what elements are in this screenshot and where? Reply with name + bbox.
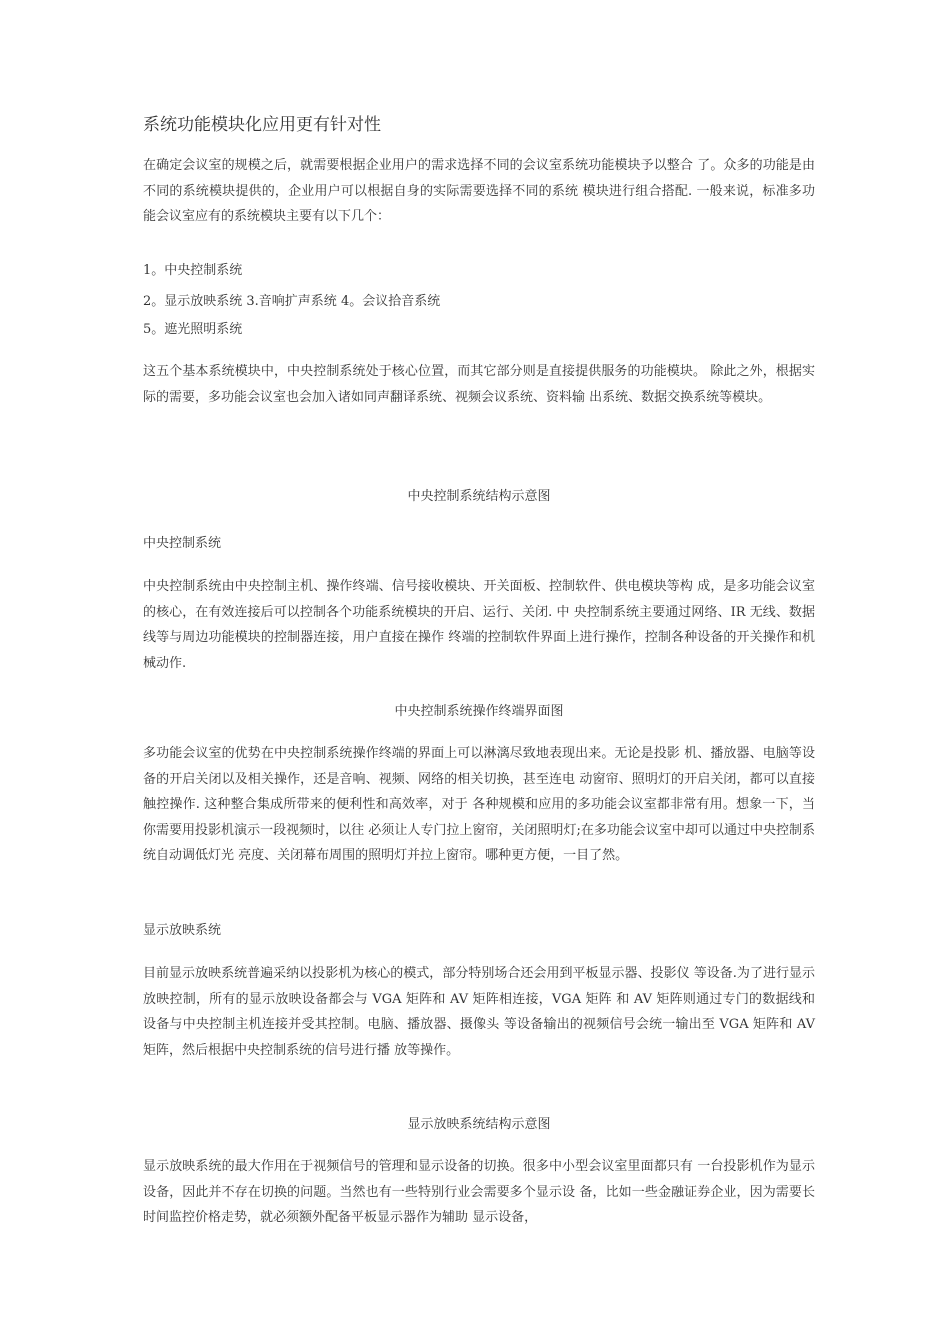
figure-caption-display-structure: 显示放映系统结构示意图: [407, 1117, 551, 1132]
section-heading-central: 中央控制系统: [143, 536, 222, 551]
display-role-paragraph: 显示放映系统的最大作用在于视频信号的管理和显示设备的切换。很多中小型会议室里面都只有 一台投影机作为显示设备，因此并不存在切换的问题。当然也有一些特别行业会需要多个显示设 备，比如一些金融证券企业，因为需要长时间监控价格走势，就必须额外配备平板显示器作为辅助 显示设备，: [143, 1159, 815, 1226]
list-item: 2。显示放映系统 3.音响扩声系统 4。会议拾音系统: [143, 294, 441, 309]
advantage-paragraph: 多功能会议室的优势在中央控制系统操作终端的界面上可以淋漓尽致地表现出来。无论是投影 机、播放器、电脑等设备的开启关闭以及相关操作，还是音响、视频、网络的相关切换，甚至连电 动窗帘、照明灯的开启关闭，都可以直接触控操作. 这种整合集成所带来的便利性和高效率，对于 各种规模和应用的多功能会议室都非常有用。想象一下，当你需要用投影机演示一段视频时，以往 必须让人专门拉上窗帘，关闭照明灯;在多功能会议室中却可以通过中央控制系统自动调低灯光 亮度、关闭幕布周围的照明灯并拉上窗帘。哪种更方便，一目了然。: [143, 746, 815, 864]
section-heading-display: 显示放映系统: [143, 923, 222, 938]
central-paragraph: 中央控制系统由中央控制主机、操作终端、信号接收模块、开关面板、控制软件、供电模块等构 成，是多功能会议室的核心，在有效连接后可以控制各个功能系统模块的开启、运行、关闭. 中 央控制系统主要通过网络、IR 无线、数据线等与周边功能模块的控制器连接，用户直接在操作 终端的控制软件界面上进行操作，控制各种设备的开关操作和机械动作.: [143, 579, 815, 671]
display-paragraph: 目前显示放映系统普遍采纳以投影机为核心的模式，部分特别场合还会用到平板显示器、投影仪 等设备.为了进行显示放映控制，所有的显示放映设备都会与 VGA 矩阵和 AV 矩阵相连接，VGA 矩阵 和 AV 矩阵则通过专门的数据线和设备与中央控制主机连接并受其控制。电脑、播放器、摄像头 等设备输出的视频信号会统一输出至 VGA 矩阵和 AV 矩阵，然后根据中央控制系统的信号进行播 放等操作。: [143, 966, 815, 1058]
figure-caption-terminal: 中央控制系统操作终端界面图: [394, 704, 564, 719]
modules-paragraph: 这五个基本系统模块中，中央控制系统处于核心位置，而其它部分则是直接提供服务的功能模块。 除此之外，根据实际的需要，多功能会议室也会加入诸如同声翻译系统、视频会议系统、资料输 出系统、数据交换系统等模块。: [143, 364, 815, 405]
figure-caption-central-structure: 中央控制系统结构示意图: [407, 489, 551, 504]
intro-paragraph: 在确定会议室的规模之后，就需要根据企业用户的需求选择不同的会议室系统功能模块予以整合 了。众多的功能是由不同的系统模块提供的，企业用户可以根据自身的实际需要选择不同的系统 模块进行组合搭配. 一般来说，标准多功能会议室应有的系统模块主要有以下几个：: [143, 158, 815, 225]
list-item: 5。遮光照明系统: [143, 322, 243, 337]
list-item: 1。中央控制系统: [143, 263, 243, 278]
page-title: 系统功能模块化应用更有针对性: [143, 115, 381, 135]
